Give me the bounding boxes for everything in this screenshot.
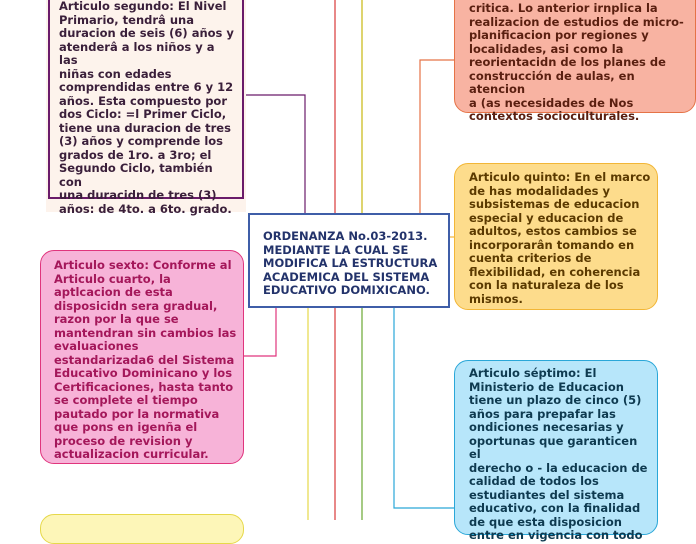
node-articulo-sexto[interactable]: Articulo sexto: Conforme al Articulo cuarto, la aptlcacion de esta disposicidn sera gradual, razon por la que se mantendran sin cambios las evaluaciones estandarizada6 del Sistema Educativo Dominicano y los Certificaciones, hasta tanto se complete el tiempo pautado por la normativa que pons en igenña el proceso de revision y actualizacion curricular. xyxy=(40,250,244,464)
node-critica[interactable]: critica. Lo anterior irnplica la realizacion de estudios de micro- planificacion por regiones y localidades, asi como la reorientacidn de los planes de construcción de aulas, en atencion a (as necesidades de Nos contextos socioculturales. xyxy=(454,0,696,113)
node-articulo-septimo[interactable]: Articulo séptimo: El Ministerio de Educacion tiene un plazo de cinco (5) años para prepafar las ondiciones necesarias y oportunas que garanticen el derecho o - la educacion de calidad de todos los estudiantes del sistema educativo, con la finalidad de que esta disposicion entre en vigencia con todo xyxy=(454,360,658,535)
node-articulo-quinto[interactable]: Articulo quinto: En el marco de has modalidades y subsistemas de educacion especial y educacion de adultos, estos cambios se incorporarân tomando en cuenta criterios de flexibilidad, en coherencia con la naturaleza de los mismos. xyxy=(454,163,658,310)
node-central-ordenanza[interactable]: ORDENANZA No.03-2013. MEDIANTE LA CUAL SE MODIFICA LA ESTRUCTURA ACADEMICA DEL SISTEMA EDUCATIVO DOMIXICANO. xyxy=(248,213,450,308)
connector-pink xyxy=(244,308,276,356)
connector-lightblue xyxy=(394,308,454,508)
connector-orange xyxy=(420,60,454,213)
node-articulo-segundo[interactable]: Articulo segundo: El Nivel Primario, tendrâ una duracion de seis (6) años y atenderâ a los niños y a las niñas con edades comprendidas entre 6 y 12 años. Esta compuesto por dos Ciclo: =l Primer Ciclo, tiene una duracion de tres (3) años y comprende los grados de 1ro. a 3ro; el Segundo Ciclo, también con una duracidn de tres (3) años: de 4to. a 6to. grado. xyxy=(48,0,244,199)
node-partial-yellow[interactable] xyxy=(40,514,244,544)
connector-purple xyxy=(244,95,305,213)
